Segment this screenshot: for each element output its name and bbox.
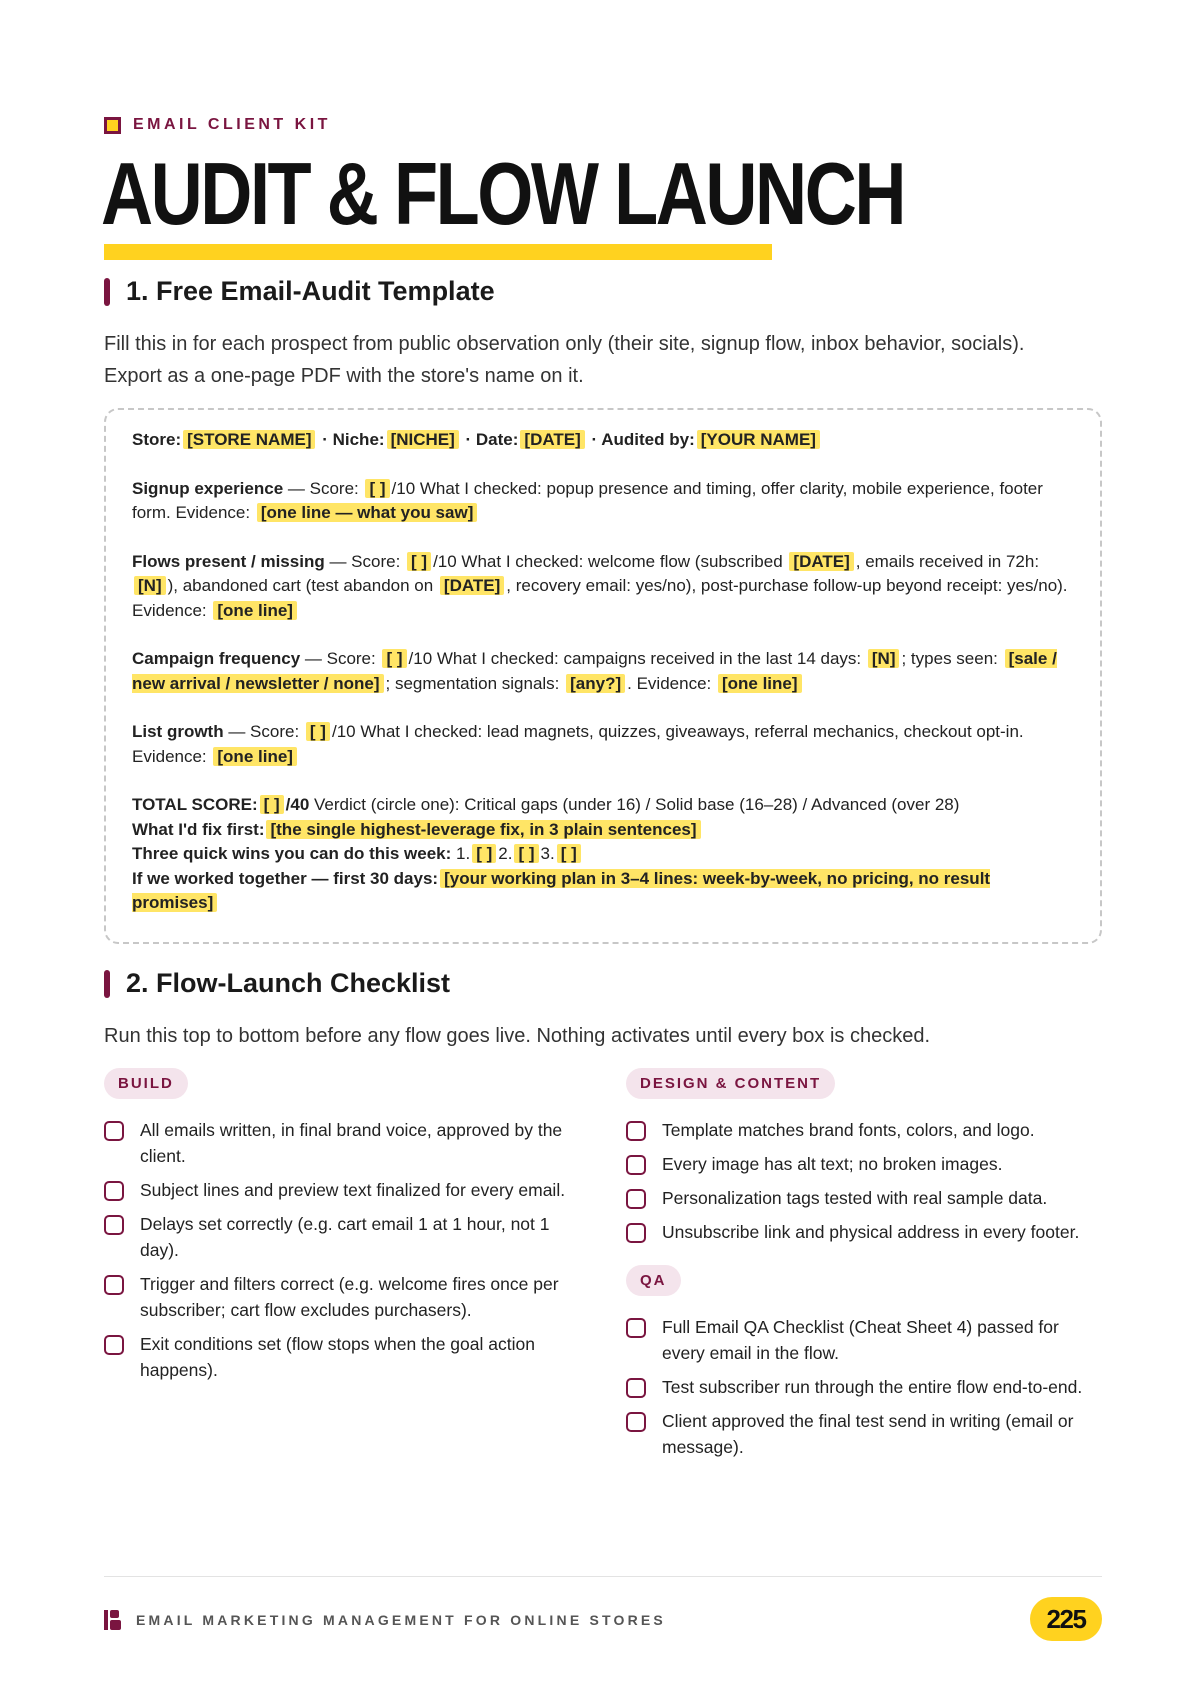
checklist-item[interactable] (626, 1314, 1096, 1366)
checklist-item[interactable] (626, 1185, 1096, 1211)
together-label: If we worked together — first 30 days: (132, 868, 439, 888)
audit-template-content (132, 428, 1082, 916)
build-list (104, 1117, 574, 1383)
signup-evidence-placeholder[interactable]: [one line — what you saw] (257, 503, 478, 522)
section-marker (104, 970, 110, 998)
date-label: · Date: (465, 430, 519, 449)
niche-placeholder[interactable]: [NICHE] (387, 430, 459, 449)
audit-template-box (104, 408, 1102, 944)
checklist-item-text: Trigger and filters correct (e.g. welcome fires once per subscriber; cart flow excludes purchasers). (140, 1274, 559, 1320)
section-marker (104, 278, 110, 306)
checkbox[interactable] (626, 1121, 646, 1141)
flows-date-placeholder[interactable]: [DATE] (440, 576, 504, 595)
total-score-label: TOTAL SCORE: (132, 795, 258, 814)
checklist-item[interactable] (104, 1117, 574, 1169)
checklist-item[interactable] (626, 1219, 1096, 1245)
quick-win-placeholder[interactable]: [ ] (514, 844, 538, 863)
section-2-heading (104, 968, 450, 999)
checklist-item[interactable] (626, 1408, 1096, 1460)
verdict-text: Verdict (circle one): Critical gaps (under 16) / Solid base (16–28) / Advanced (over 28) (309, 795, 960, 814)
title-underline (104, 244, 772, 260)
flows-n-placeholder[interactable]: [N] (134, 576, 166, 595)
section-1-heading (104, 276, 495, 307)
total-score-placeholder[interactable]: [ ] (260, 795, 284, 814)
together-placeholder[interactable]: [your working plan in 3–4 lines: week-by-week, no pricing, no result promises] (132, 868, 991, 912)
audit-total (132, 793, 1082, 818)
campaign-n-placeholder[interactable]: [N] (868, 649, 900, 668)
audit-fix-first (132, 818, 1082, 843)
quick-win-number: 3. (540, 844, 555, 863)
total-score-suffix: /40 (285, 795, 310, 814)
signup-label: Signup experience (132, 478, 284, 498)
flows-text: /10 What I checked: welcome flow (subscribed (433, 551, 788, 571)
checkbox[interactable] (626, 1189, 646, 1209)
square-icon (104, 117, 121, 134)
footer (104, 1610, 666, 1630)
checklist-item-text: Full Email QA Checklist (Cheat Sheet 4) passed for every email in the flow. (662, 1317, 1059, 1363)
audit-signup (132, 477, 1082, 526)
section-2-intro: Run this top to bottom before any flow goes live. Nothing activates until every box is checked. (104, 1025, 930, 1047)
checkbox[interactable] (104, 1275, 124, 1295)
qa-list (626, 1314, 1096, 1460)
checkbox[interactable] (104, 1215, 124, 1235)
score-prefix: — Score: (324, 551, 406, 571)
checkbox[interactable] (626, 1378, 646, 1398)
campaign-label: Campaign frequency (132, 649, 301, 668)
date-placeholder[interactable]: [DATE] (520, 430, 584, 449)
checklist-item-text: Delays set correctly (e.g. cart email 1 at 1 hour, not 1 day). (140, 1214, 550, 1260)
section-1-intro (104, 328, 1104, 392)
checklist-item-text: Subject lines and preview text finalized for every email. (140, 1180, 566, 1200)
campaign-types-placeholder[interactable]: [sale / new arrival / newsletter / none] (132, 649, 1057, 693)
flows-text: , emails received in 72h: (855, 551, 1040, 571)
book-icon (104, 1610, 122, 1630)
flows-text: , recovery email: yes/no), post-purchase follow-up beyond receipt: yes/no). Evidence: (132, 576, 1068, 620)
audit-list-growth (132, 720, 1082, 769)
checkbox[interactable] (104, 1335, 124, 1355)
campaign-evidence-placeholder[interactable]: [one line] (718, 674, 802, 693)
build-column (104, 1068, 574, 1383)
audited-by-label: · Audited by: (591, 430, 695, 449)
checklist-item[interactable] (104, 1331, 574, 1383)
checklist-item[interactable] (104, 1271, 574, 1323)
qa-pill: QA (626, 1265, 681, 1296)
checklist-item-text: Unsubscribe link and physical address in every footer. (662, 1222, 1080, 1242)
checklist-item-text: Every image has alt text; no broken images. (662, 1154, 1003, 1174)
quick-win-placeholder[interactable]: [ ] (557, 844, 581, 863)
audit-meta-line (132, 428, 1082, 453)
build-pill: BUILD (104, 1068, 188, 1099)
checklist-item[interactable] (626, 1374, 1096, 1400)
flows-evidence-placeholder[interactable]: [one line] (213, 601, 297, 620)
checkbox[interactable] (626, 1223, 646, 1243)
score-prefix: — Score: (223, 722, 304, 741)
store-label: Store: (132, 430, 182, 449)
kicker-text: EMAIL CLIENT KIT (133, 116, 331, 133)
page-title: AUDIT & FLOW LAUNCH (101, 144, 905, 243)
intro-line-2: Export as a one-page PDF with the store's name on it. (104, 365, 584, 387)
checklist-item-text: Exit conditions set (flow stops when the goal action happens). (140, 1334, 535, 1380)
checklist-item[interactable] (104, 1177, 574, 1203)
qa-block (626, 1265, 1096, 1460)
flows-text: ), abandoned cart (test abandon on (167, 576, 438, 595)
flows-label: Flows present / missing (132, 551, 325, 571)
flows-score-placeholder[interactable]: [ ] (407, 552, 431, 571)
checklist-item[interactable] (104, 1211, 574, 1263)
campaign-score-placeholder[interactable]: [ ] (382, 649, 406, 668)
score-prefix: — Score: (300, 649, 381, 668)
checkbox[interactable] (626, 1412, 646, 1432)
score-prefix: — Score: (283, 478, 364, 498)
checklist-item-text: All emails written, in final brand voice, approved by the client. (140, 1120, 563, 1166)
audit-together (132, 867, 1082, 916)
audit-quick-wins (132, 842, 1082, 867)
intro-line-1: Fill this in for each prospect from public observation only (their site, signup flow, inbox behavior, socials). (104, 333, 1025, 355)
store-placeholder[interactable]: [STORE NAME] (183, 430, 315, 449)
list-growth-label: List growth (132, 722, 224, 741)
campaign-text: . Evidence: (627, 673, 716, 693)
audit-campaign (132, 647, 1082, 696)
checklist-item-text: Client approved the final test send in writing (email or message). (662, 1411, 1074, 1457)
audit-flows (132, 550, 1082, 624)
quick-win-number: 2. (498, 844, 513, 863)
signup-score-placeholder[interactable]: [ ] (365, 479, 389, 498)
campaign-text: ; types seen: (901, 649, 1003, 668)
checkbox[interactable] (104, 1181, 124, 1201)
checklist-item[interactable] (626, 1117, 1096, 1143)
section-1-title: 1. Free Email-Audit Template (126, 276, 495, 306)
flows-date-placeholder[interactable]: [DATE] (789, 552, 853, 571)
checklist-item-text: Personalization tags tested with real sample data. (662, 1188, 1048, 1208)
quick-win-placeholder[interactable]: [ ] (472, 844, 496, 863)
quick-win-number: 1. (451, 844, 471, 863)
signup-text: /10 What I checked: popup presence and timing, offer clarity, mobile experience, footer form. Evidence: (132, 478, 1043, 522)
campaign-text: ; segmentation signals: (385, 673, 565, 693)
design-column (626, 1068, 1096, 1460)
checkbox[interactable] (626, 1318, 646, 1338)
footer-text: EMAIL MARKETING MANAGEMENT FOR ONLINE STORES (136, 1612, 666, 1628)
checkbox[interactable] (104, 1121, 124, 1141)
kicker (104, 116, 331, 134)
audited-by-placeholder[interactable]: [YOUR NAME] (697, 430, 820, 449)
campaign-text: /10 What I checked: campaigns received in the last 14 days: (408, 649, 866, 668)
section-2-title: 2. Flow-Launch Checklist (126, 968, 451, 998)
page-number: 225 (1030, 1597, 1102, 1641)
quick-wins-label: Three quick wins you can do this week: (132, 844, 452, 863)
checklist-item-text: Test subscriber run through the entire flow end-to-end. (662, 1377, 1083, 1397)
list-growth-score-placeholder[interactable]: [ ] (306, 722, 330, 741)
design-content-pill: DESIGN & CONTENT (626, 1068, 835, 1099)
list-growth-evidence-placeholder[interactable]: [one line] (213, 747, 297, 766)
design-list (626, 1117, 1096, 1245)
fix-first-label: What I'd fix first: (132, 819, 265, 839)
checkbox[interactable] (626, 1155, 646, 1175)
campaign-signals-placeholder[interactable]: [any?] (566, 674, 625, 693)
niche-label: · Niche: (322, 430, 385, 449)
list-growth-text: /10 What I checked: lead magnets, quizzes, giveaways, referral mechanics, checkout opt-in. Evidence: (132, 722, 1024, 766)
footer-divider (104, 1576, 1102, 1577)
checklist-item-text: Template matches brand fonts, colors, and logo. (662, 1120, 1035, 1140)
checklist-item[interactable] (626, 1151, 1096, 1177)
fix-first-placeholder[interactable]: [the single highest-leverage fix, in 3 plain sentences] (266, 820, 700, 839)
